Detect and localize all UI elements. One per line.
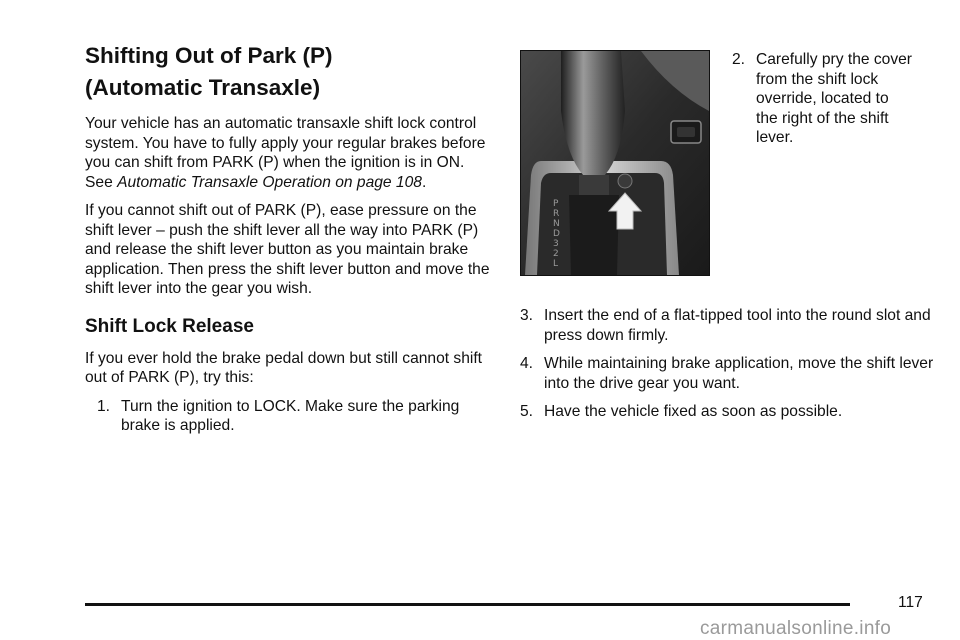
step-number: 2. bbox=[732, 51, 746, 68]
step-number: 3. bbox=[520, 307, 534, 324]
lower-steps bbox=[520, 306, 940, 422]
right-column bbox=[520, 50, 940, 431]
title-line-1: Shifting Out of Park (P) bbox=[85, 43, 333, 68]
step-number: 1. bbox=[97, 397, 111, 415]
step-5 bbox=[520, 402, 940, 422]
shift-lever-photo bbox=[520, 50, 710, 276]
figure-row bbox=[520, 50, 940, 276]
gear-indicator-p: P bbox=[553, 199, 559, 209]
gear-indicator-2: 2 bbox=[553, 249, 559, 259]
step-text: While maintaining brake application, move the shift lever into the drive gear you want. bbox=[544, 355, 934, 392]
intro-paragraph bbox=[85, 114, 495, 192]
intro-end: . bbox=[421, 173, 427, 191]
page-title bbox=[85, 40, 495, 104]
intro-text: Your vehicle has an automatic transaxle shift lock control system. You have to fully apply your regular brakes before you can shift from PARK (P) when the ignition is in ON. See bbox=[85, 115, 486, 191]
step-text: Have the vehicle fixed as soon as possible. bbox=[544, 403, 843, 420]
step-text: Turn the ignition to LOCK. Make sure the parking brake is applied. bbox=[121, 397, 460, 434]
gear-indicator-d: D bbox=[553, 229, 560, 239]
gear-indicator-r: R bbox=[553, 209, 560, 219]
left-column bbox=[85, 40, 495, 445]
title-line-2: (Automatic Transaxle) bbox=[85, 75, 321, 100]
step-4 bbox=[520, 354, 940, 393]
cross-reference-link[interactable]: Automatic Transaxle Operation on page 108 bbox=[117, 173, 422, 191]
step-number: 4. bbox=[520, 355, 534, 372]
step-1 bbox=[97, 397, 495, 436]
step-3 bbox=[520, 306, 940, 345]
step-text: Insert the end of a flat-tipped tool into the round slot and press down firmly. bbox=[544, 307, 931, 344]
footer-rule bbox=[85, 603, 850, 606]
gear-indicator-n: N bbox=[553, 219, 560, 229]
section-heading: Shift Lock Release bbox=[85, 315, 254, 337]
watermark: carmanualsonline.info bbox=[700, 618, 892, 639]
shift-lock-intro: If you ever hold the brake pedal down but still cannot shift out of PARK (P), try this: bbox=[85, 349, 483, 386]
step-text: Carefully pry the cover from the shift lock override, located to the right of the shift lever. bbox=[756, 51, 912, 146]
gear-indicator-l: L bbox=[553, 259, 559, 269]
shift-pressure-paragraph: If you cannot shift out of PARK (P), ease pressure on the shift lever – push the shift lever all the way into PARK (P) and release the shift lever button as you maintain brake application. Then press the shift lever button and move the shift lever into the gear you wish. bbox=[85, 202, 490, 297]
gear-indicator-3: 3 bbox=[553, 239, 559, 249]
page-number: 117 bbox=[898, 594, 923, 611]
step-number: 5. bbox=[520, 403, 534, 420]
step-2 bbox=[732, 50, 912, 267]
shift-console-illustration bbox=[521, 51, 709, 275]
